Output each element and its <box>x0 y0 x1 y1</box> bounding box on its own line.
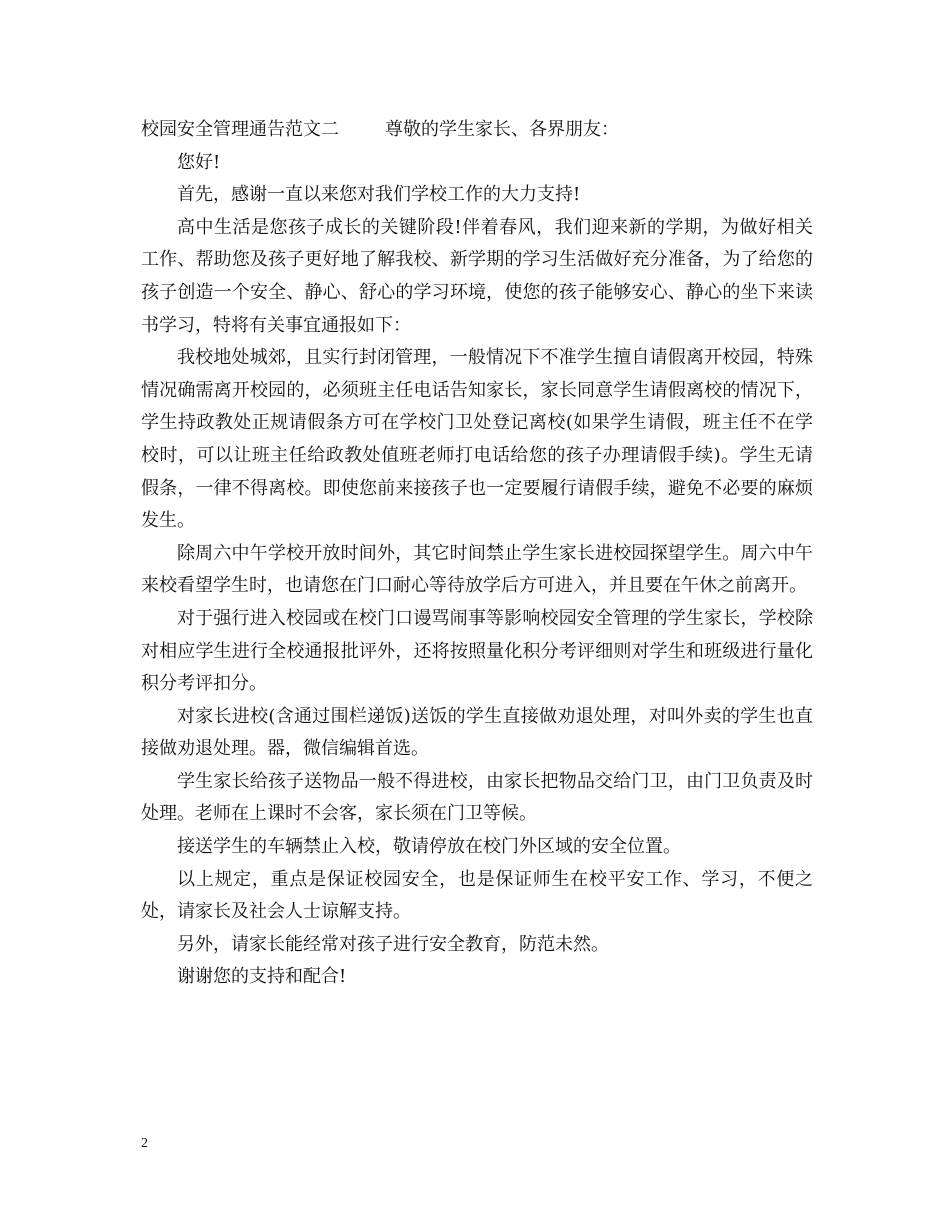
paragraph-food-policy: 对家长进校(含通过围栏递饭)送饭的学生直接做劝退处理，对叫外卖的学生也直接做劝退处理。器，微信编辑首选。 <box>141 705 813 760</box>
paragraph-vehicle-policy: 接送学生的车辆禁止入校，敬请停放在校门外区域的安全位置。 <box>177 836 681 858</box>
page-number: 2 <box>141 1136 148 1151</box>
paragraph-items-policy: 学生家长给孩子送物品一般不得进校，由家长把物品交给门卫，由门卫负责及时处理。老师在上课时不会客，家长须在门卫等候。 <box>141 770 813 825</box>
title-line <box>141 114 813 147</box>
paragraph-thanks: 首先，感谢一直以来您对我们学校工作的大力支持! <box>177 184 581 206</box>
paragraph-disruption-policy: 对于强行进入校园或在校门口谩骂闹事等影响校园安全管理的学生家长，学校除对相应学生进行全校通报批评外，还将按照量化积分考评细则对学生和班级进行量化积分考评扣分。 <box>141 607 813 695</box>
paragraph-summary: 以上规定，重点是保证校园安全，也是保证师生在校平安工作、学习，不便之处，请家长及社会人士谅解支持。 <box>141 868 813 923</box>
paragraph-visiting-policy: 除周六中午学校开放时间外，其它时间禁止学生家长进校园探望学生。周六中午来校看望学生时，也请您在门口耐心等待放学后方可进入，并且要在午休之前离开。 <box>141 542 813 597</box>
paragraph-safety-education: 另外，请家长能经常对孩子进行安全教育，防范未然。 <box>177 933 609 955</box>
paragraph-greeting: 您好! <box>177 151 221 173</box>
document-title: 校园安全管理通告范文二 <box>141 119 339 140</box>
paragraph-intro: 高中生活是您孩子成长的关键阶段!伴着春风，我们迎来新的学期，为做好相关工作、帮助您及孩子更好地了解我校、新学期的学习生活做好充分准备，为了给您的孩子创造一个安全、静心、舒心的学习环境，使您的孩子能够安心、静心的坐下来读书学习，特将有关事宜通报如下： <box>141 216 813 336</box>
paragraph-closing: 谢谢您的支持和配合! <box>177 966 347 988</box>
paragraph-leave-policy: 我校地处城郊，且实行封闭管理，一般情况下不准学生擅自请假离开校园，特殊情况确需离开校园的，必须班主任电话告知家长，家长同意学生请假离校的情况下，学生持政教处正规请假条方可在学校门卫处登记离校(如果学生请假，班主任不在学校时，可以让班主任给政教处值班老师打电话给您的孩子办理请假手续)。学生无请假条，一律不得离校。即使您前来接孩子也一定要履行请假手续，避免不必要的麻烦发生。 <box>141 347 813 532</box>
salutation: 尊敬的学生家长、各界朋友： <box>385 119 619 140</box>
document-body <box>141 114 813 994</box>
